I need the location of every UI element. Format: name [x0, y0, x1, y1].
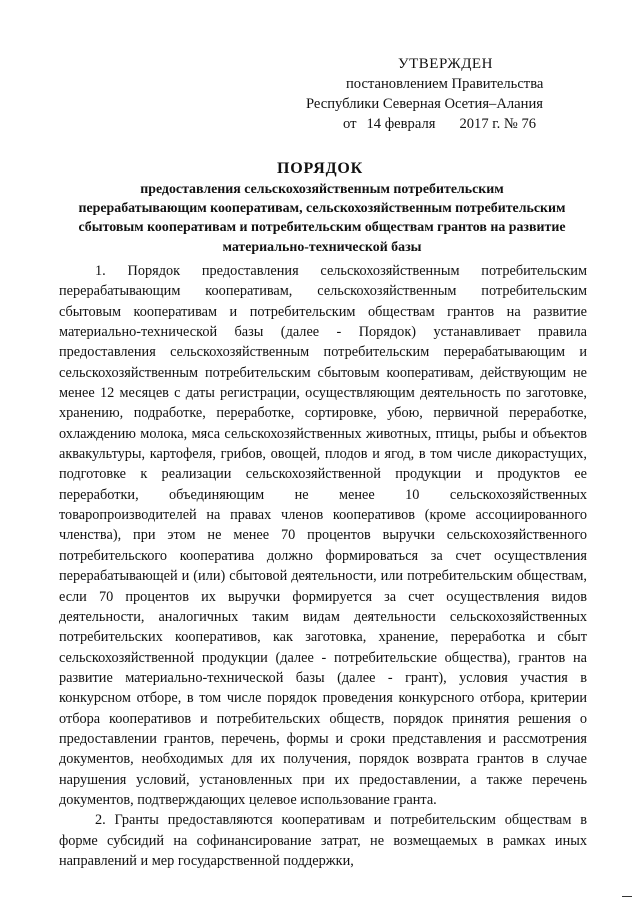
- approval-government: Республики Северная Осетия–Алания: [306, 96, 543, 112]
- approval-date: 14 февраля: [366, 116, 436, 132]
- document-subtitle: предоставления сельскохозяйственным потребительским перерабатывающим кооперативам, сельскохозяйственным потребительским сбытовым кооперативам и потребительским обществам грантов на развитие материально-технической базы: [78, 182, 566, 255]
- document-title: ПОРЯДОК: [276, 160, 364, 177]
- approval-issuer: постановлением Правительства: [346, 76, 544, 92]
- page-edge-mark: [622, 896, 632, 897]
- approval-date-prefix: от: [343, 116, 357, 132]
- approval-stamp: [300, 54, 580, 134]
- paragraph-1: 1. Порядок предоставления сельскохозяйственным потребительским перерабатывающим кооперативам, сельскохозяйственным потребительским сбытовым кооперативам и потребительским обществам грантов на развитие материально-технической базы (далее - Порядок) устанавливает правила предоставления сельскохозяйственным потребительским перерабатывающим и сельскохозяйственным потребительским сбытовым кооперативам, действующим не менее 12 месяцев с даты регистрации, осуществляющим деятельность по заготовке, хранению, подработке, переработке, сортировке, убою, первичной переработке, охлаждению молока, мяса сельскохозяйственных животных, птицы, рыбы и объектов аквакультуры, картофеля, грибов, овощей, плодов и ягод, в том числе дикорастущих, подготовке к реализации сельскохозяйственной продукции и продуктов ее переработки, объединяющим не менее 10 сельскохозяйственных товаропроизводителей на правах членов кооперативов (кроме ассоциированного членства), при этом не менее 70 процентов выручки сельскохозяйственного потребительского кооператива должно формироваться за счет осуществления перерабатывающей и (или) сбытовой деятельности, или потребительским обществам, если 70 процентов их выручки формируется за счет осуществления видов деятельности, аналогичных таким видам деятельности сельскохозяйственных потребительских кооперативов, как заготовка, хранение, переработка и сбыт сельскохозяйственной продукции (далее - потребительские общества), грантов на развитие материально-технической базы (далее - грант), условия участия в конкурсном отборе, в том числе порядок проведения конкурсного отбора, критерии отбора кооперативов и потребительских обществ, порядок принятия решения о предоставлении грантов, перечень, формы и сроки представления и рассмотрения документов, необходимых для их получения, порядок возврата грантов в случае нарушения условий, установленных при их предоставлении, а также перечень документов, подтверждающих целевое использование гранта.: [59, 263, 587, 808]
- approval-date-line: [300, 114, 580, 134]
- paragraph-2: 2. Гранты предоставляются кооперативам и потребительским обществам в форме субсидий на софинансирование затрат, не возмещаемых в рамках иных направлений и мер государственной поддержки,: [59, 812, 587, 869]
- approval-title: УТВЕРЖДЕН: [398, 56, 493, 72]
- document-body: [59, 261, 587, 871]
- approval-number: 2017 г. № 76: [459, 116, 537, 132]
